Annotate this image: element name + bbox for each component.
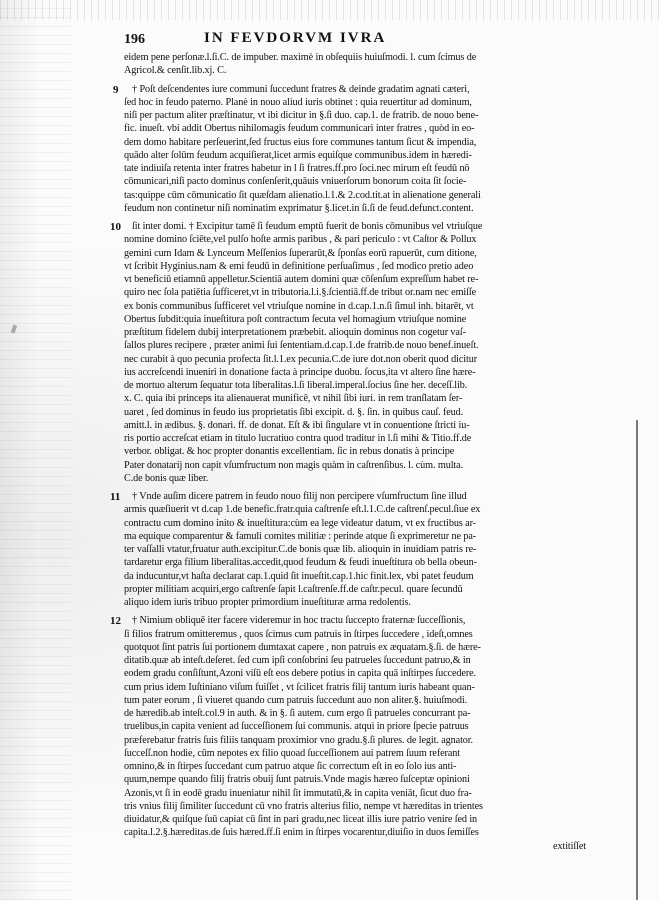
text-line: quādo alter ſolūm feudum acquiſierat,licet armis equiſque communibus.idem in hæredi- bbox=[124, 149, 472, 161]
text-line: eodem gradu conſiſtunt,Azoni viſū eſt eos debere potius in capita quā inſtirpes ſuccedere. bbox=[124, 668, 476, 680]
text-line: feudum non continetur niſi nominatim exprimatur §.licet.in ſi.ſi de feud.defunct.content. bbox=[124, 202, 474, 214]
text-line: nomine domino ſciēte,vel pulſo hoſte armis paribus , & pari periculo : vt Caſtor & Pollux bbox=[124, 234, 477, 246]
text-line: † Nimium obliquē iter facere videremur in hoc tractu ſuccepto fraternæ ſucceſſionis, bbox=[132, 615, 466, 627]
text-line: Obertus ſubdit:quia inueſtitura poſt contractum ſecuta vel homagium vtriuſque nomine bbox=[124, 313, 467, 325]
text-line: tum pater eorum , ſi viueret quando cum patruis ſuccedunt auo non aliter.§. huiuſmodi. bbox=[124, 694, 468, 706]
text-line: ex bonis communibus ſufficeret vel vtriuſque nomine in d.cap.1.n.ſi ſimul inh. bitarēt, vt bbox=[124, 300, 474, 312]
text-line: † Poſt deſcendentes iure communi ſuccedunt fratres & deinde gradatim agnati cæteri, bbox=[132, 83, 470, 95]
text-line: Pater donatarij non capit vſumfructum non magis quàm in caſtrenſibus. l. cùm. multa. bbox=[124, 459, 464, 471]
text-line: præferebatur fratris ſuis filiis tanquam proximior vno gradu.§.ſi plures. de legit. agnator. bbox=[124, 734, 473, 746]
text-line: ſed hoc in feudo paterno. Planè in nouo aliud iuris obtinet : quia reuertitur ad dominum, bbox=[124, 96, 472, 108]
text-line: † Vnde auſim dicere patrem in feudo nouo filij non percipere vſumfructum ſine illud bbox=[132, 491, 467, 502]
paragraph bbox=[110, 220, 592, 485]
paragraph bbox=[110, 490, 592, 609]
text-line: contractu cum domino inito & inueſtitura:cùm ea lege videatur datum, vt ex fructibus ar- bbox=[124, 517, 476, 529]
binding-shadow bbox=[0, 0, 70, 900]
text-line: Agricol.& cenſit.lib.xj. C. bbox=[124, 65, 227, 77]
page-edge-line bbox=[636, 420, 638, 900]
text-line: tate indiuiſa retenta inter fratres habetur in l ſi fratres.ff.pro ſoci.nec mirum eſt feudū nō bbox=[124, 163, 470, 174]
text-line: truelibus,in capita venient ad ſucceſſionem ſui communis. atqui in priore ſpecie patruus bbox=[124, 721, 469, 733]
page-number: 196 bbox=[124, 32, 145, 47]
text-line: ſallos plures recipere , præter animi ſui ſententiam.d.cap.1.de fratrib.de nouo benef.inueſt. bbox=[124, 340, 479, 352]
text-line: da inducuntur,vt haſta declarat cap.1.quid ſit inueſtit.cap.1.hic finit.lex, vbi patet feudum bbox=[124, 570, 474, 582]
text-line: tas:quippe cūm cōmunicatio ſit quæſdam alienatio.l.1.& 2.cod.tit.at in alienatione generali bbox=[124, 189, 481, 201]
text-line: ris portio accreſcat etiam in titulo lucratiuo contra quod traditur in l.ſi mihi & Titio.ff.de bbox=[124, 433, 472, 444]
page-header bbox=[124, 30, 594, 50]
paragraph-marker: 9 bbox=[113, 83, 119, 96]
text-line: uaret , ſed dominus in feudo ius proprietatis ſibi excipit. d. §. ſin. in quibus cauſ. feud. bbox=[124, 406, 464, 418]
text-line: x. C. quia ibi princeps ita alienauerat munificē, vt nihil ſibi iuri. in rem tranſlatam ſer- bbox=[124, 393, 463, 405]
text-line: fic. inueſt. vbi addit Obertus nihilomagis feudum communicari inter fratres , quòd in eo- bbox=[124, 123, 475, 135]
text-line: cum prius idem Iuſtiniano viſum fuiſſet , vt ſcilicet fratris filij tantum iuris habeant quan- bbox=[124, 681, 475, 693]
text-line: C.de bonis quæ liber. bbox=[124, 472, 209, 484]
text-line: quiro nec ſola patiētia ſufficeret,vt in tributoria.l.i.§.ſcientiā.ff.de tribut or.nam nec emiſſe bbox=[124, 287, 477, 299]
text-line: capita.l.2.§.hæreditas.de ſuis hæred.ff.ſi enim in ſtirpes vocarentur,diuiſio in duos ſemiſſes bbox=[124, 827, 479, 839]
paragraph-marker: 11 bbox=[110, 491, 121, 503]
running-title: IN FEVDORVM IVRA bbox=[204, 30, 387, 46]
text-line: gemini cum Idam & Lynceum Meſſenios ſuperarūt,& ſponſas eorū rapuerūt, cum ditione, bbox=[124, 247, 477, 259]
text-line: diuidatur,& quiſque ſuū capiat cū ſint in pari gradu,nec liceat illis iure patrio venire ſed in bbox=[124, 814, 478, 825]
text-line: ter vaſſalli vtatur,fruatur auth.excipitur.C.de bonis quæ lib. alioquin in inuidiam patris re- bbox=[124, 544, 477, 555]
paragraph bbox=[124, 51, 592, 78]
paragraph-marker: 10 bbox=[110, 221, 121, 233]
text-line: tris vnius filij ſimiliter ſuccedunt cū vno fratris alterius filio, nempe vt hæreditas in trientes bbox=[124, 800, 483, 812]
text-line: cōmunicari,niſi pacto dominus conſenſerit,quāuis vniuerſorum bonorum coita ſit ſocie- bbox=[124, 176, 467, 188]
text-line: ſucceſſ.non hodie, cūm nepotes ex filio quoad ſucceſſionem aui patrem ſuum referant bbox=[124, 747, 460, 759]
text-line: quum,nempe quando filij fratris obuij ſunt patruis.Vnde magis hæreo ſuſceptæ opinioni bbox=[124, 774, 470, 786]
text-line: verbor. obligat. & hoc propter donantis excellentiam. ſic in rebus donatis à principe bbox=[124, 446, 455, 458]
text-line: ſit inter domi. † Excipitur tamē ſi feudum emptū fuerit de bonis cōmunibus vel vtriuſque bbox=[132, 221, 483, 232]
text-line: aliquo idem iuris tribuo propter primordium inueſtituræ arma redolentis. bbox=[124, 597, 411, 608]
paragraph-marker: 12 bbox=[110, 615, 121, 628]
page-edge-speckle bbox=[0, 0, 659, 20]
text-line: de mortuo alterum ſequatur tota liberalitas.l.ſi liberal.imperal.ſocius ſine her. deceſſ.lib. bbox=[124, 380, 468, 391]
catchword: extitiſſet bbox=[553, 840, 586, 852]
text-line: propter militiam acquiri,ergo caſtrenſe ſapit l.caſtrenſe.ff.de caſtr.pecul. quare ſecundū bbox=[124, 583, 463, 595]
text-line: tardaretur erga filium liberalitas.accedit,quod feudum & feudi inueſtitura ob bella obeun- bbox=[124, 557, 477, 569]
text-line: omnino,& in ſtirpes ſuccedant cum patruo atque ſic correctum eſt in eo ſolo ius anti- bbox=[124, 761, 457, 772]
text-line: amitt.l. in ædibus. §. donari. ff. de donat. Eſt & ibi ſingulare vt in conuentione ſtricti iu- bbox=[124, 419, 470, 431]
text-line: ius accreſcendi inueniri in donatione facta à principe duobu. ſocus,ita vt altero ſine hære- bbox=[124, 366, 476, 378]
text-line: quotquot ſint patris ſui portionem dumtaxat capere , non patruis ex æquatam.§.ſi. de hære- bbox=[124, 641, 481, 653]
text-line: nec curabit à quo pecunia profecta ſit.l.1.ex pecunia.C.de iure dot.non oberit quod dicitur bbox=[124, 353, 477, 365]
text-line: Azonis,vt ſi in eodē gradu inueniatur nihil ſit immutatū,& in capita veniāt, ſicut duo fra- bbox=[124, 787, 472, 799]
text-line: vt beneficiū etiamnū appelletur.Scientiā autem domini quæ cōſenſum expreſſum habet re- bbox=[124, 274, 479, 285]
text-line: ſi filios fratrum omitteremus , quos ſcimus cum patruis in ſtirpes ſuccedere , ideſt,omnes bbox=[124, 628, 473, 640]
text-line: vt ſcribit Hyginius.nam & emi feudū in definitione perſuaſimus , ſed modico pretio adeo bbox=[124, 260, 474, 272]
text-line: de hæredib.ab inteſt.col.9 in auth. & in §. ſi autem. cum ergo ſi patrueles concurrant pa- bbox=[124, 708, 471, 719]
text-line: præſtitum fidelem dubij interpretationem præbebit. alioquin dominus non cogetur vaſ- bbox=[124, 327, 466, 338]
text-line: ma equique comparentur & famuli comites militiæ : perinde atque ſi exprimeretur ne pa- bbox=[124, 530, 477, 542]
text-body bbox=[110, 51, 592, 853]
text-line: eidem pene perſonæ.l.ſi.C. de impuber. maximè in obſequiis huiuſmodi. l. cum ſcimus de bbox=[124, 52, 477, 63]
paragraph bbox=[113, 83, 592, 216]
paragraph bbox=[110, 614, 592, 839]
text-line: dem domo habitare perſeuerint,ſed fructus eius fore communes tantum ſicut & impendia, bbox=[124, 136, 477, 148]
text-line: ditatib.quæ ab inteſt.deſeret. ſed cum ipſi conſobrini ſeu patrueles ſuccedunt patruo,& in bbox=[124, 655, 471, 666]
text-line: niſi per pactum aliter præſtinatur, vt ibi dicitur in §.ſi duo. cap.1. de fratrib. de nouo bene- bbox=[124, 110, 479, 121]
text-line: armis quæſiuerit vt d.cap 1.de benefic.fratr.quia caſtrenſe eſt.l.1.C.de caſtrenſ.pecul.ſiue ex bbox=[124, 504, 481, 516]
